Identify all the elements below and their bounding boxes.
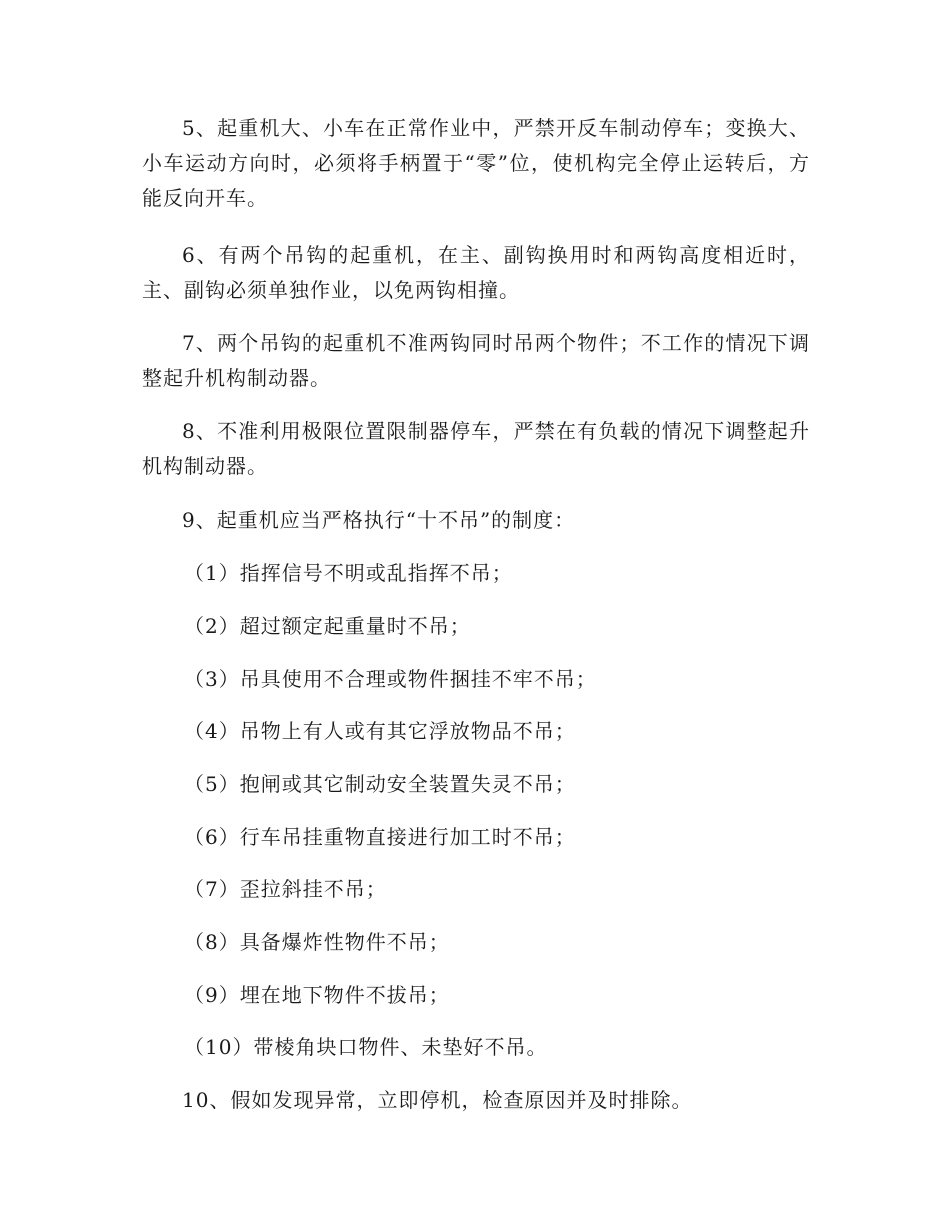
paragraph-rule-9: 9、起重机应当严格执行“十不吊”的制度：	[182, 508, 576, 532]
list-item-rule-9-10: （10）带棱角块口物件、未垫好不吊。	[184, 1035, 548, 1059]
list-item-rule-9-8: （8）具备爆炸性物件不吊；	[184, 930, 450, 954]
paragraph-rule-5: 5、起重机大、小车在正常作业中，严禁开反车制动停车；变换大、小车运动方向时，必须将手柄置于“零”位，使机构完全停止运转后，方能反向开车。	[142, 116, 810, 210]
paragraph-rule-6: 6、有两个吊钩的起重机，在主、副钩换用时和两钩高度相近时，主、副钩必须单独作业，以免两钩相撞。	[142, 243, 810, 302]
paragraph-rule-8: 8、不准利用极限位置限制器停车，严禁在有负载的情况下调整起升机构制动器。	[142, 419, 810, 478]
list-item-rule-9-7: （7）歪拉斜挂不吊；	[184, 877, 387, 901]
list-item-rule-9-4: （4）吊物上有人或有其它浮放物品不吊；	[184, 719, 576, 743]
paragraph-rule-10: 10、假如发现异常，立即停机，检查原因并及时排除。	[182, 1088, 693, 1112]
list-item-rule-9-6: （6）行车吊挂重物直接进行加工时不吊；	[184, 825, 576, 849]
list-item-rule-9-2: （2）超过额定起重量时不吊；	[184, 614, 471, 638]
list-item-rule-9-3: （3）吊具使用不合理或物件捆挂不牢不吊；	[184, 667, 597, 691]
list-item-rule-9-5: （5）抱闸或其它制动安全装置失灵不吊；	[184, 772, 576, 796]
list-item-rule-9-1: （1）指挥信号不明或乱指挥不吊；	[184, 561, 513, 585]
paragraph-rule-7: 7、两个吊钩的起重机不准两钩同时吊两个物件；不工作的情况下调整起升机构制动器。	[142, 331, 810, 390]
list-item-rule-9-9: （9）埋在地下物件不拔吊；	[184, 983, 450, 1007]
